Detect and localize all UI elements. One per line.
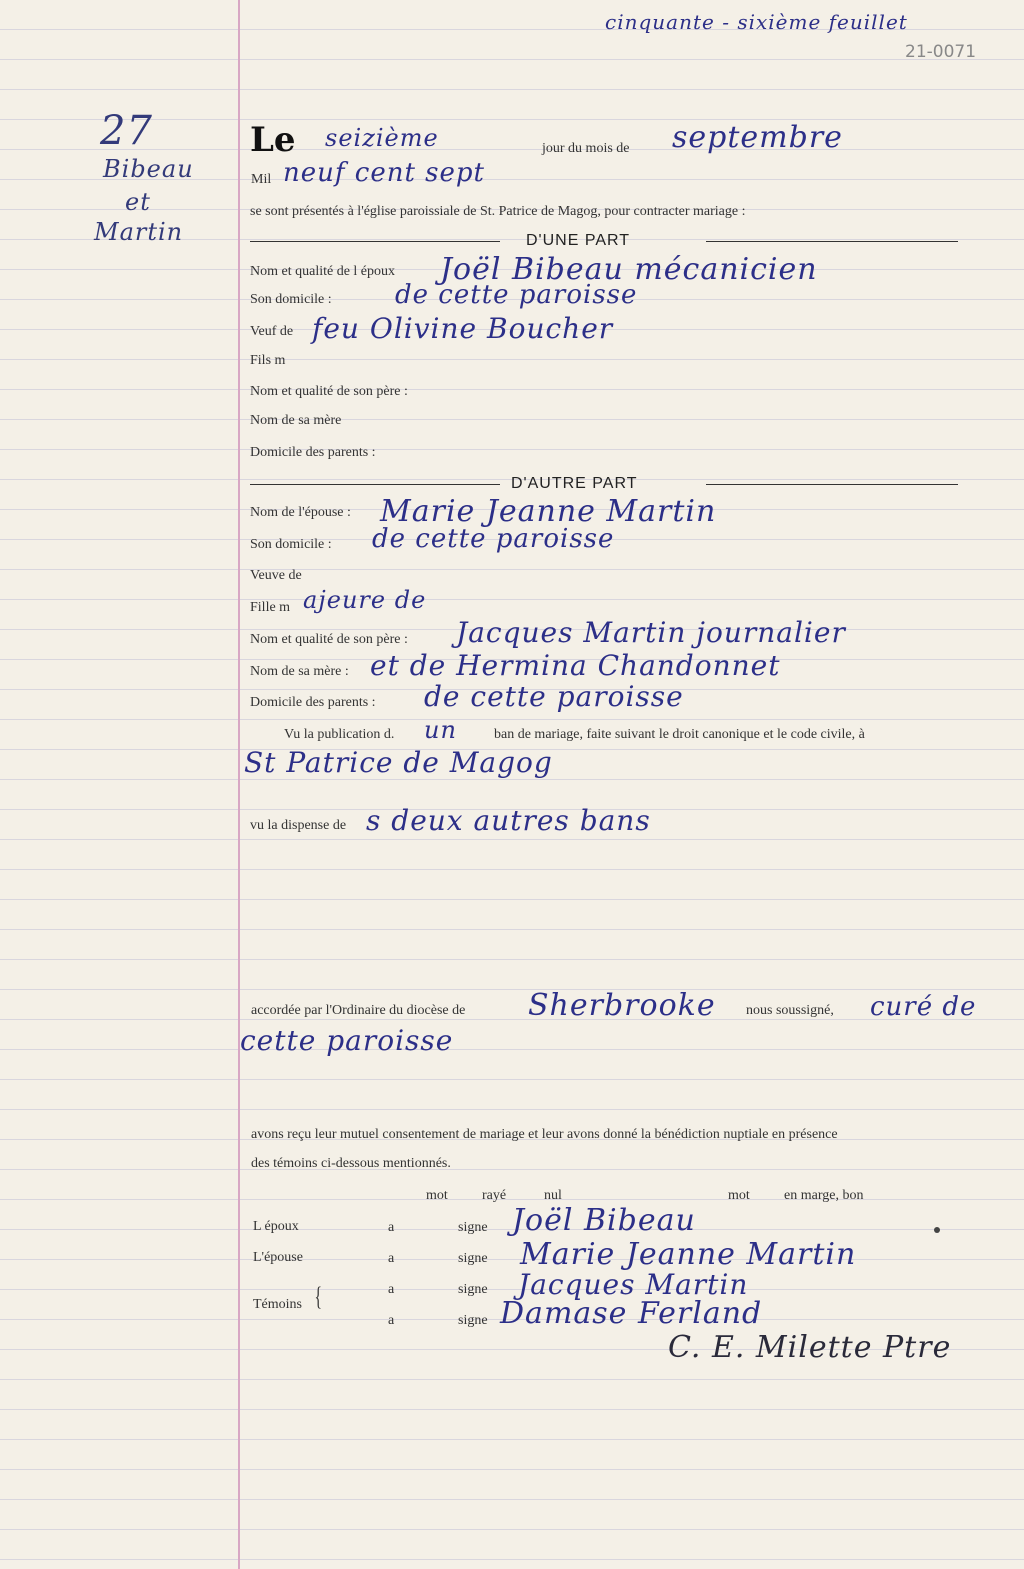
margin-name-1: Bibeau xyxy=(103,155,194,183)
sig-a-1: a xyxy=(388,1220,395,1235)
jour-label: jour du mois de xyxy=(542,141,630,156)
accord-label: accordée par l'Ordinaire du diocèse de xyxy=(251,1003,466,1018)
fils-label: Fils m xyxy=(250,353,286,368)
epoux-label: Nom et qualité de l époux xyxy=(250,264,396,279)
sig-header-mot-2: mot xyxy=(728,1188,750,1203)
sig-a-4: a xyxy=(388,1313,395,1328)
separator-right-2 xyxy=(706,484,958,485)
epouse-domicile-label: Son domicile : xyxy=(250,537,332,552)
sig-role-epoux: L époux xyxy=(253,1219,299,1234)
sig-signe-3: signe xyxy=(458,1282,488,1297)
epoux-domicile-label: Son domicile : xyxy=(250,292,332,307)
fille-label: Fille m xyxy=(250,600,291,615)
temoins-label: Témoins xyxy=(253,1297,302,1312)
dispense-value: s deux autres bans xyxy=(366,804,651,837)
sig-header-mot: mot xyxy=(426,1188,448,1203)
epouse-value: Marie Jeanne Martin xyxy=(380,494,717,529)
epouse-mere-value: et de Hermina Chandonnet xyxy=(370,649,781,682)
publication-label: Vu la publication d. xyxy=(284,727,395,742)
presented-line: se sont présentés à l'église paroissiale de St. Patrice de Magog, pour contracter mariage : xyxy=(250,204,746,219)
separator-right-1 xyxy=(706,241,958,242)
epoux-value: Joël Bibeau mécanicien xyxy=(440,252,818,287)
sig-header-marge: en marge, bon xyxy=(784,1188,864,1203)
fille-value: ajeure de xyxy=(303,586,427,614)
sig-header-nul: nul xyxy=(544,1188,562,1203)
sig-a-3: a xyxy=(388,1282,395,1297)
signature-epoux: Joël Bibeau xyxy=(512,1203,696,1238)
epouse-label: Nom de l'épouse : xyxy=(250,505,351,520)
publication-place: St Patrice de Magog xyxy=(244,746,553,779)
epouse-domicile-value: de cette paroisse xyxy=(372,524,615,554)
sig-signe-2: signe xyxy=(458,1251,488,1266)
epouse-parents-value: de cette paroisse xyxy=(424,680,684,713)
consent-line-1: avons reçu leur mutuel consentement de mariage et leur avons donné la bénédiction nuptiale en présence xyxy=(251,1127,838,1142)
margin-name-2: et xyxy=(125,188,151,216)
temoins-brace: { xyxy=(314,1282,322,1311)
sig-header-raye: rayé xyxy=(482,1188,507,1203)
sig-signe-4: signe xyxy=(458,1313,488,1328)
top-note: cinquante - sixième feuillet xyxy=(605,10,908,34)
veuf-label: Veuf de xyxy=(250,324,294,339)
veuve-label: Veuve de xyxy=(250,568,302,583)
veuf-value: feu Olivine Boucher xyxy=(312,312,614,345)
epoux-domicile-value: de cette paroisse xyxy=(395,280,638,310)
epouse-pere-value: Jacques Martin journalier xyxy=(456,616,846,649)
signature-epouse: Marie Jeanne Martin xyxy=(520,1237,857,1272)
sig-role-epouse: L'épouse xyxy=(253,1250,303,1265)
cure-value: curé de xyxy=(870,992,977,1022)
signature-temoin-2: Damase Ferland xyxy=(500,1296,763,1331)
dispense-label: vu la dispense de xyxy=(250,818,347,833)
epouse-pere-label: Nom et qualité de son père : xyxy=(250,632,408,647)
epoux-parents-label: Domicile des parents : xyxy=(250,445,376,460)
diocese-value: Sherbrooke xyxy=(528,988,716,1023)
margin-line xyxy=(238,0,240,1569)
cure-continued: cette paroisse xyxy=(240,1024,454,1057)
signature-temoin-1: Jacques Martin xyxy=(518,1268,749,1301)
month-value: septembre xyxy=(672,120,843,155)
reference-number: 21-0071 xyxy=(905,42,977,62)
soussigne-label: nous soussigné, xyxy=(746,1003,834,1018)
day-value: seizième xyxy=(325,124,439,152)
entry-number: 27 xyxy=(100,108,153,154)
epouse-parents-label: Domicile des parents : xyxy=(250,695,376,710)
margin-name-3: Martin xyxy=(94,218,184,246)
epoux-pere-label: Nom et qualité de son père : xyxy=(250,384,408,399)
sig-signe-1: signe xyxy=(458,1220,488,1235)
year-value: neuf cent sept xyxy=(283,158,485,188)
le-initial: Le xyxy=(250,120,296,160)
sig-a-2: a xyxy=(388,1251,395,1266)
mil-label: Mil xyxy=(251,172,272,187)
separator-left-1 xyxy=(250,241,500,242)
epoux-mere-label: Nom de sa mère xyxy=(250,413,342,428)
part-two-heading: D'AUTRE PART xyxy=(511,475,638,492)
ink-dot xyxy=(934,1227,940,1233)
publication-value: un xyxy=(424,716,457,744)
epouse-mere-label: Nom de sa mère : xyxy=(250,664,349,679)
signature-priest: C. E. Milette Ptre xyxy=(668,1330,952,1365)
consent-line-2: des témoins ci-dessous mentionnés. xyxy=(251,1156,451,1171)
separator-left-2 xyxy=(250,484,500,485)
part-one-heading: D'UNE PART xyxy=(526,232,631,249)
ban-text: ban de mariage, faite suivant le droit canonique et le code civile, à xyxy=(494,727,865,742)
